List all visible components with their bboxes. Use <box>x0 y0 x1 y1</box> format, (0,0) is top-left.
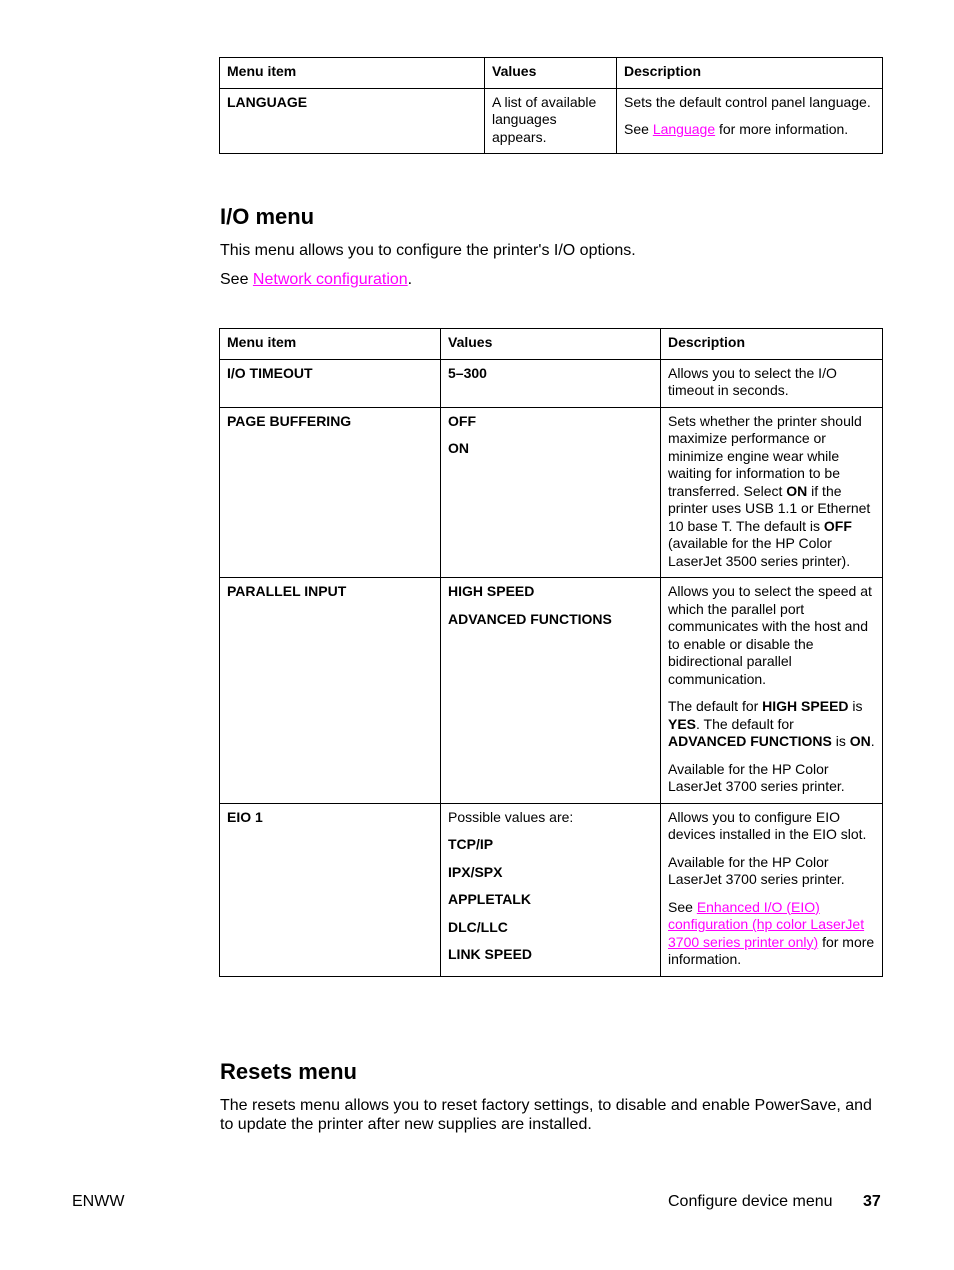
io-timeout-value: 5–300 <box>441 359 661 407</box>
value-dlcllc: DLC/LLC <box>448 918 508 935</box>
language-link[interactable]: Language <box>652 121 716 137</box>
menu-item-page-buffering: PAGE BUFFERING <box>220 407 441 578</box>
table-row <box>220 407 883 578</box>
network-configuration-link[interactable]: Network configuration <box>252 271 408 288</box>
io-menu-intro: This menu allows you to configure the printer's I/O options. <box>220 242 636 259</box>
table-header-row <box>220 329 883 360</box>
page-number: 37 <box>863 1193 881 1210</box>
page-buffering-values <box>441 407 661 578</box>
menu-item-language: LANGUAGE <box>220 88 485 154</box>
language-description <box>617 88 883 154</box>
value-ipxspx: IPX/SPX <box>448 863 503 880</box>
language-table <box>219 57 883 154</box>
table-row <box>220 803 883 976</box>
value-high-speed: HIGH SPEED <box>448 583 535 599</box>
language-values: A list of available languages appears. <box>485 88 617 154</box>
header-menu-item: Menu item <box>220 58 485 89</box>
value-link-speed: LINK SPEED <box>448 946 533 962</box>
io-timeout-description: Allows you to select the I/O timeout in seconds. <box>661 359 883 407</box>
value-tcpip: TCP/IP <box>448 836 494 852</box>
description-availability: Available for the HP Color LaserJet 3700 series printer. <box>668 853 845 887</box>
footer-left: ENWW <box>72 1193 125 1210</box>
description-text: Allows you to configure EIO devices installed in the EIO slot. <box>668 808 867 842</box>
page-buffering-description: Sets whether the printer should maximize performance or minimize engine wear while waiting for information to be transferred. Select ON if the printer uses USB 1.1 or Ethernet 10 base T. The default is OFF (available for the HP Color LaserJet 3500 series printer). <box>661 407 883 578</box>
io-menu-table <box>219 328 883 977</box>
io-menu-heading: I/O menu <box>220 204 315 229</box>
header-description: Description <box>617 58 883 89</box>
description-see: See Language for more information. <box>624 121 849 137</box>
description-availability: Available for the HP Color LaserJet 3700 series printer. <box>668 760 845 794</box>
menu-item-eio1: EIO 1 <box>220 803 441 976</box>
value-off: OFF <box>448 412 476 429</box>
header-values: Values <box>441 329 661 360</box>
eio1-values <box>441 803 661 976</box>
resets-menu-heading: Resets menu <box>220 1059 357 1084</box>
table-row <box>220 578 883 804</box>
value-appletalk: APPLETALK <box>448 891 531 907</box>
description-text: Sets the default control panel language. <box>624 93 871 110</box>
footer-section-title: Configure device menu <box>668 1193 833 1210</box>
parallel-input-values <box>441 578 661 804</box>
description-defaults: The default for HIGH SPEED is YES. The default for ADVANCED FUNCTIONS is ON. <box>668 698 875 749</box>
value-on: ON <box>448 440 469 456</box>
table-row <box>220 88 883 154</box>
table-header-row <box>220 58 883 89</box>
description-text: Allows you to select the speed at which the parallel port communicates with the host and to enable or disable the bidirectional parallel communication. <box>668 583 872 687</box>
header-description: Description <box>661 329 883 360</box>
io-menu-see: See Network configuration. <box>220 271 413 288</box>
description-see: See Enhanced I/O (EIO) configuration (hp color LaserJet 3700 series printer only) for more information. <box>668 898 875 967</box>
menu-item-parallel-input: PARALLEL INPUT <box>220 578 441 804</box>
header-menu-item: Menu item <box>220 329 441 360</box>
values-intro: Possible values are: <box>448 808 574 825</box>
parallel-input-description <box>661 578 883 804</box>
resets-menu-intro: The resets menu allows you to reset factory settings, to disable and enable PowerSave, and to update the printer after new supplies are installed. <box>220 1097 872 1133</box>
value-advanced-functions: ADVANCED FUNCTIONS <box>448 610 612 627</box>
table-row <box>220 359 883 407</box>
eio-configuration-link[interactable]: Enhanced I/O (EIO) configuration (hp color LaserJet 3700 series printer only) <box>668 898 865 950</box>
menu-item-io-timeout: I/O TIMEOUT <box>220 359 441 407</box>
header-values: Values <box>485 58 617 89</box>
eio1-description <box>661 803 883 976</box>
